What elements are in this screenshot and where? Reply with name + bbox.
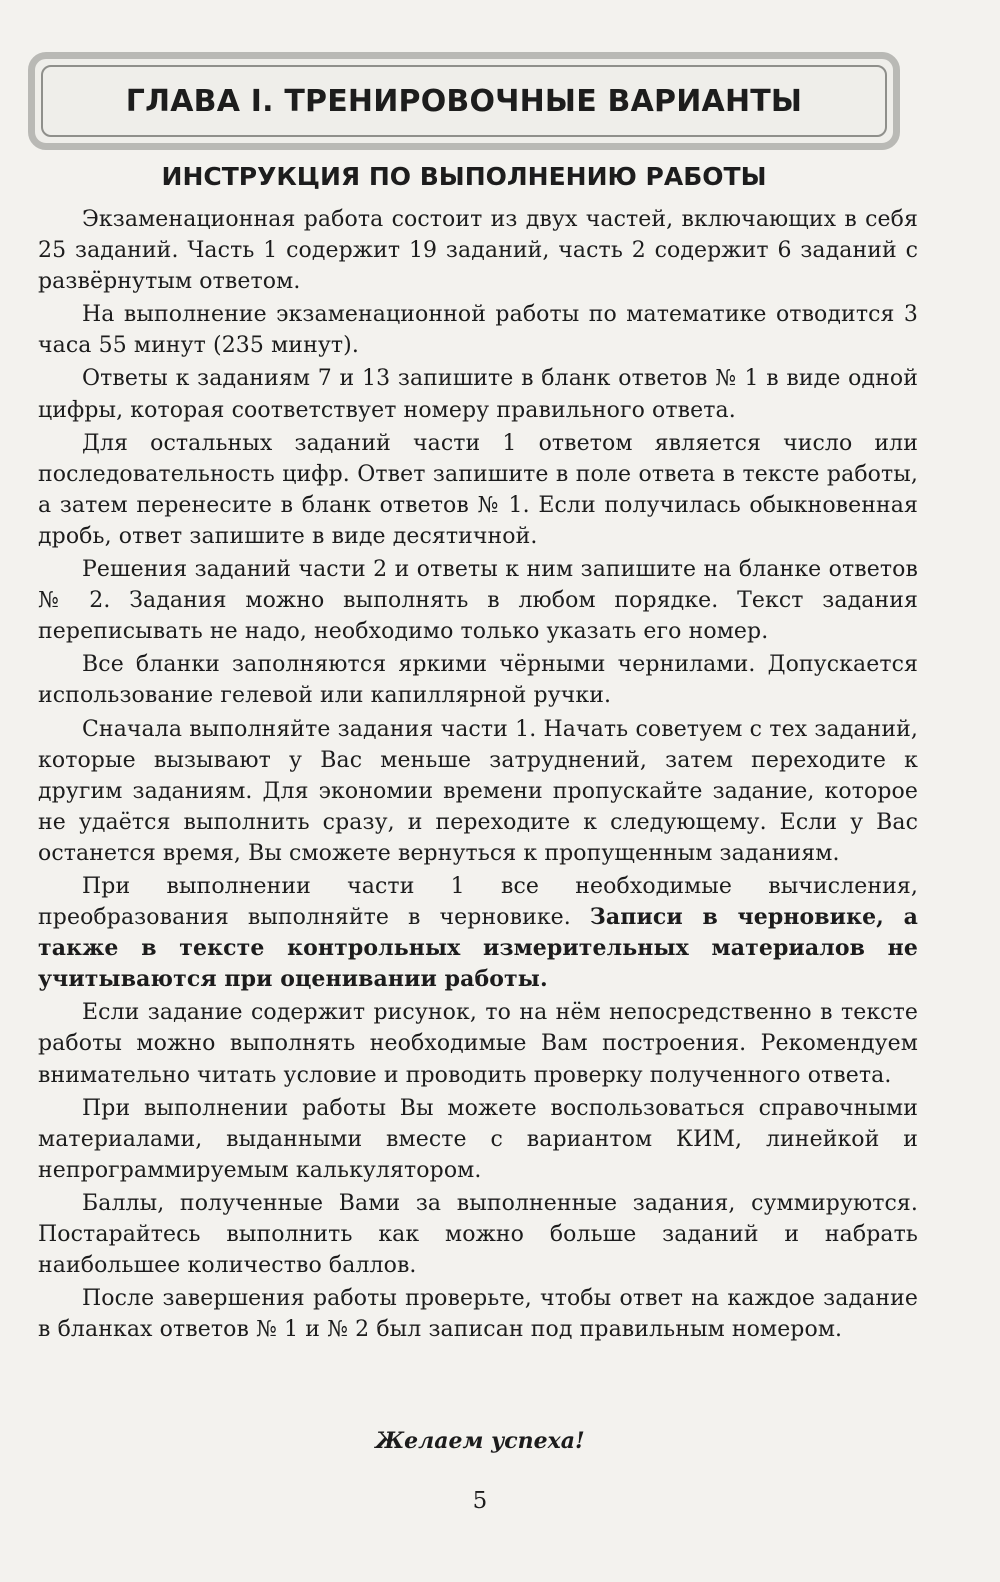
paragraph-parts: Экзаменационная работа состоит из двух частей, включающих в себя 25 заданий. Часть 1 содержит 19 заданий, часть 2 содержит 6 заданий с развёрнутым ответом. bbox=[38, 207, 918, 295]
paragraph-part2-answers: Решения заданий части 2 и ответы к ним запишите на бланке ответов № 2. Задания можно выполнять в любом порядке. Текст задания переписывать не надо, необходимо только указать его номер. bbox=[38, 557, 918, 645]
section-title: ИНСТРУКЦИЯ ПО ВЫПОЛНЕНИЮ РАБОТЫ bbox=[161, 162, 767, 191]
paragraph-part1-answers: Для остальных заданий части 1 ответом является число или последовательность цифр. Ответ запишите в поле ответа в тексте работы, а затем перенесите в бланк ответов № 1. Если получилась обыкновенная дробь, ответ запишите в виде десятичной. bbox=[38, 430, 918, 549]
paragraph-duration: На выполнение экзаменационной работы по математике отводится 3 часа 55 минут (235 минут). bbox=[38, 302, 918, 359]
paragraph-check: После завершения работы проверьте, чтобы ответ на каждое задание в бланках ответов № 1 и № 2 был записан под правильным номером. bbox=[38, 1286, 918, 1343]
page-number: 5 bbox=[472, 1488, 488, 1514]
paragraph-ink: Все бланки заполняются яркими чёрными чернилами. Допускается использование гелевой или капиллярной ручки. bbox=[38, 652, 918, 709]
paragraph-tasks-7-13: Ответы к заданиям 7 и 13 запишите в бланк ответов № 1 в виде одной цифры, которая соответствует номеру правильного ответа. bbox=[38, 366, 918, 423]
paragraph-materials: При выполнении работы Вы можете воспользоваться справочными материалами, выданными вместе с вариантом КИМ, линейкой и непрограммируемым калькулятором. bbox=[38, 1095, 918, 1183]
paragraph-order: Сначала выполняйте задания части 1. Начать советуем с тех заданий, которые вызывают у Вас меньше затруднений, затем переходите к другим заданиям. Для экономии времени пропускайте задание, которое не удаётся выполнить сразу, и переходите к следующему. Если у Вас останется время, Вы сможете вернуться к пропущенным заданиям. bbox=[38, 716, 918, 866]
instruction-text bbox=[38, 204, 918, 1347]
closing-wish: Желаем успеха! bbox=[375, 1428, 585, 1454]
drafts-plain-text: При выполнении части 1 все необходимые вычисления, преобразования выполняйте в черновике. bbox=[38, 873, 918, 931]
chapter-title: ГЛАВА I. ТРЕНИРОВОЧНЫЕ ВАРИАНТЫ bbox=[125, 83, 803, 119]
chapter-header-inner bbox=[41, 65, 887, 137]
chapter-header-frame bbox=[28, 52, 900, 150]
paragraph-drawing: Если задание содержит рисунок, то на нём непосредственно в тексте работы можно выполнять необходимые Вам построения. Рекомендуем внимательно читать условие и проводить проверку полученного ответа. bbox=[38, 1000, 918, 1088]
drafts-bold-text: Записи в черновике, а также в тексте контрольных измерительных материалов не учитываются при оценивании работы. bbox=[38, 904, 918, 993]
paragraph-drafts bbox=[38, 871, 918, 995]
paragraph-points: Баллы, полученные Вами за выполненные задания, суммируются. Постарайтесь выполнить как можно больше заданий и набрать наибольшее количество баллов. bbox=[38, 1190, 918, 1279]
